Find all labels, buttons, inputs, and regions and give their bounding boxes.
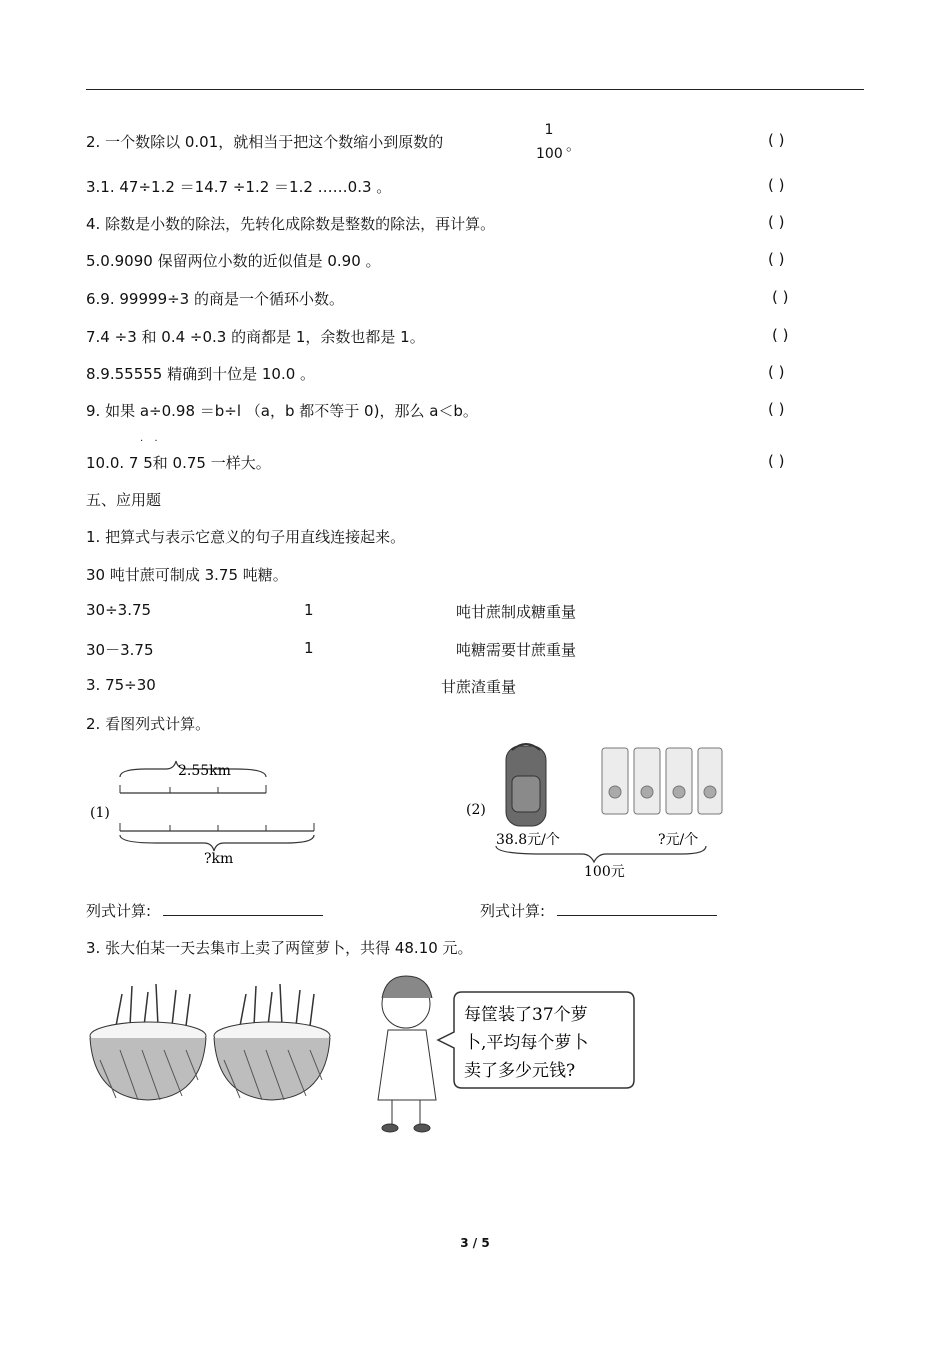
q6-answer-paren[interactable]: ( ) [772,288,789,306]
fig1-number: (1) [90,805,110,821]
p1-instruction: 1. 把算式与表示它意义的句子用直线连接起来。 [86,528,406,546]
bubble-line-2: 卜,平均每个萝卜 [464,1033,589,1053]
p3-instruction: 3. 张大伯某一天去集市上卖了两筐萝卜，共得 48.10 元。 [86,939,473,957]
answer-blank-1[interactable] [163,901,323,916]
q5-answer-paren[interactable]: ( ) [768,250,785,268]
q7-answer-paren[interactable]: ( ) [772,326,789,344]
calc-row-1: 列式计算: [86,900,323,921]
meaning-2: 吨糖需要甘蔗重量 [456,641,577,659]
q2-tail: 。 [566,136,582,154]
q5-text: 5.0.9090 保留两位小数的近似值是 0.90 。 [86,252,381,270]
q9-text: 9. 如果 a÷0.98 ＝b÷l （a，b 都不等于 0)，那么 a＜b。 [86,402,478,420]
expression-3: 3. 75÷30 [86,676,156,694]
expression-2: 30－3.75 [86,641,154,659]
girl-icon [378,976,436,1132]
mid-number-1: 1 [304,601,314,619]
q8-answer-paren[interactable]: ( ) [768,363,785,381]
bubble-line-1: 每筐装了37个萝 [464,1005,588,1025]
meaning-3: 甘蔗渣重量 [441,678,517,696]
calc-row-2: 列式计算: [480,900,717,921]
q6-text: 6.9. 99999÷3 的商是一个循环小数。 [86,290,344,308]
basket-icon-1 [90,984,206,1100]
fig2-right-label: ?元/个 [658,832,699,848]
fig1-bottom-label: ?km [204,851,234,867]
q10-text: 10.0. 7 5和 0.75 一样大。 [86,454,271,472]
fig2-left-label: 38.8元/个 [496,832,560,848]
p2-instruction: 2. 看图列式计算。 [86,715,211,733]
basket-girl-illustration [86,970,646,1140]
repeating-dots: · · [140,436,162,447]
q9-answer-paren[interactable]: ( ) [768,400,785,418]
section-title: 五、应用题 [86,491,162,509]
answer-blank-2[interactable] [557,901,717,916]
q8-text: 8.9.55555 精确到十位是 10.0 。 [86,365,316,383]
q3-answer-paren[interactable]: ( ) [768,176,785,194]
speech-bubble [438,992,634,1088]
q4-text: 4. 除数是小数的除法，先转化成除数是整数的除法，再计算。 [86,215,496,233]
fig2-number: (2) [466,802,486,818]
q10-answer-paren[interactable]: ( ) [768,452,785,470]
fig1-top-label: 2.55km [178,763,231,779]
bubble-line-3: 卖了多少元钱? [464,1061,576,1081]
fraction: 1 100 [536,122,563,162]
header-rule [86,89,864,90]
expression-1: 30÷3.75 [86,601,152,619]
mid-number-2: 1 [304,639,314,657]
q7-text: 7.4 ÷3 和 0.4 ÷0.3 的商都是 1，余数也都是 1。 [86,328,425,346]
fig2-total-label: 100元 [584,864,625,880]
q3-text: 3.1. 47÷1.2 ＝14.7 ÷1.2 ＝1.2 ……0.3 。 [86,178,392,196]
backpack-cans-diagram [462,742,722,882]
q2-text: 2. 一个数除以 0.01，就相当于把这个数缩小到原数的 [86,133,444,151]
q2-answer-paren[interactable]: ( ) [768,131,785,149]
page-number: 3 / 5 [460,1236,490,1250]
segment-diagram [86,755,326,875]
p1-premise: 30 吨甘蔗可制成 3.75 吨糖。 [86,566,288,584]
q4-answer-paren[interactable]: ( ) [768,213,785,231]
basket-icon-2 [214,984,330,1100]
can-icons [602,748,722,814]
backpack-icon [506,744,546,826]
meaning-1: 吨甘蔗制成糖重量 [456,603,577,621]
